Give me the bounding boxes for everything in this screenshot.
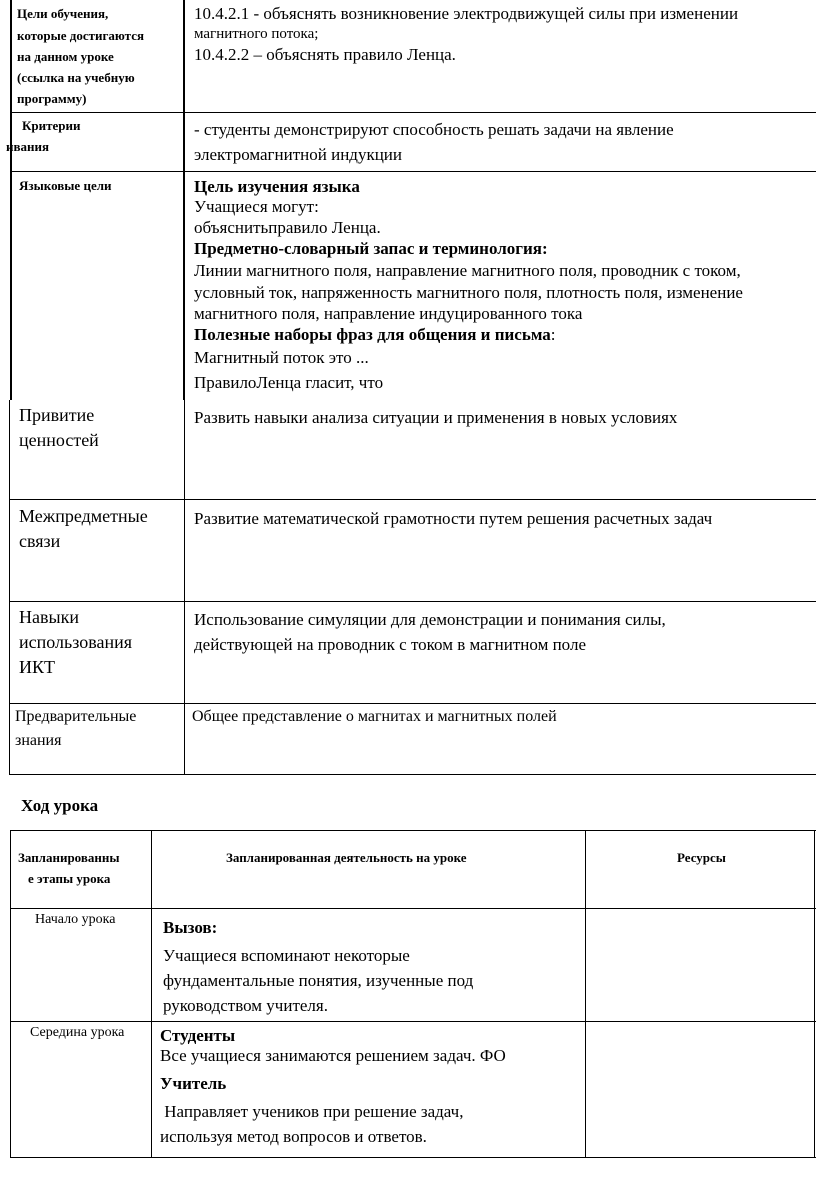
label-line: которые достигаются [17,28,144,43]
section-title: Ход урока [21,796,99,815]
section-heading: Предметно-словарный запас и терминология: [194,239,548,258]
body-text: условный ток, напряженность магнитного поля, плотность поля, изменение [194,283,743,302]
objective-text: магнитного потока; [194,26,319,42]
values-text: Развить навыки анализа ситуации и применения в новых условиях [194,408,678,427]
phrases-heading [194,326,556,343]
cross-curricular-text: Развитие математической грамотности путем решения расчетных задач [194,509,713,528]
label-line: ИКТ [19,657,55,677]
table-border [10,1157,816,1158]
label-line: Навыки [19,607,79,627]
label-line: использования [19,632,133,652]
objective-text: 10.4.2.2 – объяснять правило Ленца. [194,45,456,64]
body-text: Магнитный поток это ... [194,348,369,367]
objective-text: 10.4.2.1 - объяснять возникновение электродвижущей силы при изменении [194,4,739,23]
label-line: Критерии [22,118,81,133]
body-text: магнитного поля, направление индуцированного тока [194,304,583,323]
table-border [585,830,586,1158]
body-text: объяснитьправило Ленца. [194,218,381,237]
stage-label: Середина урока [30,1025,125,1040]
activity-text: Учащиеся вспоминают некоторые [163,946,410,965]
label-line: Цели обучения, [17,6,109,21]
table-border [10,774,816,775]
ict-text: действующей на проводник с током в магнитном поле [194,635,586,654]
body-text: Линии магнитного поля, направление магнитного поля, проводник с током, [194,261,741,280]
table-border [10,1021,816,1022]
label-line: связи [19,531,61,551]
header-stages: е этапы урока [28,871,111,886]
table-border [184,400,185,775]
label-line: ивания [6,139,50,154]
activity-text: используя метод вопросов и ответов. [160,1127,427,1146]
activity-text: Направляет учеников при решение задач, [160,1102,464,1121]
label-line: Языковые цели [19,178,112,193]
header-resources: Ресурсы [677,850,726,865]
table-border [183,0,185,400]
table-border [10,499,816,500]
table-border [10,703,816,704]
table-border [9,400,10,775]
activity-text: Все учащиеся занимаются решением задач. ФО [160,1046,506,1065]
body-text: Учащиеся могут: [194,197,319,216]
table-border [814,830,815,1158]
label-line: Предварительные [15,708,137,725]
label-line: Межпредметные [19,506,148,526]
heading-colon: : [550,325,556,344]
criteria-text: - студенты демонстрируют способность решать задачи на явление [194,120,674,139]
table-border [10,112,816,113]
criteria-text: электромагнитной индукции [194,145,402,164]
label-line: программу) [17,91,87,106]
stage-label: Начало урока [35,912,116,927]
body-text: ПравилоЛенца гласит, что [194,373,384,392]
table-border [10,171,816,172]
table-border [10,830,816,831]
label-line: на данном уроке [17,49,114,64]
label-line: ценностей [19,430,99,450]
activity-text: руководством учителя. [163,996,328,1015]
table-border [10,0,12,400]
header-activity: Запланированная деятельность на уроке [226,850,467,865]
section-heading: Полезные наборы фраз для общения и письма [194,325,551,344]
table-border [151,830,152,1158]
table-border [10,830,11,1158]
header-stages: Запланированны [18,850,120,865]
label-line: Привитие [19,405,95,425]
table-border [10,908,816,909]
activity-heading: Студенты [160,1026,236,1045]
activity-text: фундаментальные понятия, изученные под [163,971,474,990]
ict-text: Использование симуляции для демонстрации и понимания силы, [194,610,666,629]
label-line: (ссылка на учебную [17,70,135,85]
activity-heading: Учитель [160,1074,227,1093]
table-border [10,601,816,602]
activity-heading: Вызов: [163,918,218,937]
section-heading: Цель изучения языка [194,177,360,196]
label-line: знания [15,732,62,749]
prior-knowledge-text: Общее представление о магнитах и магнитных полей [192,708,557,725]
